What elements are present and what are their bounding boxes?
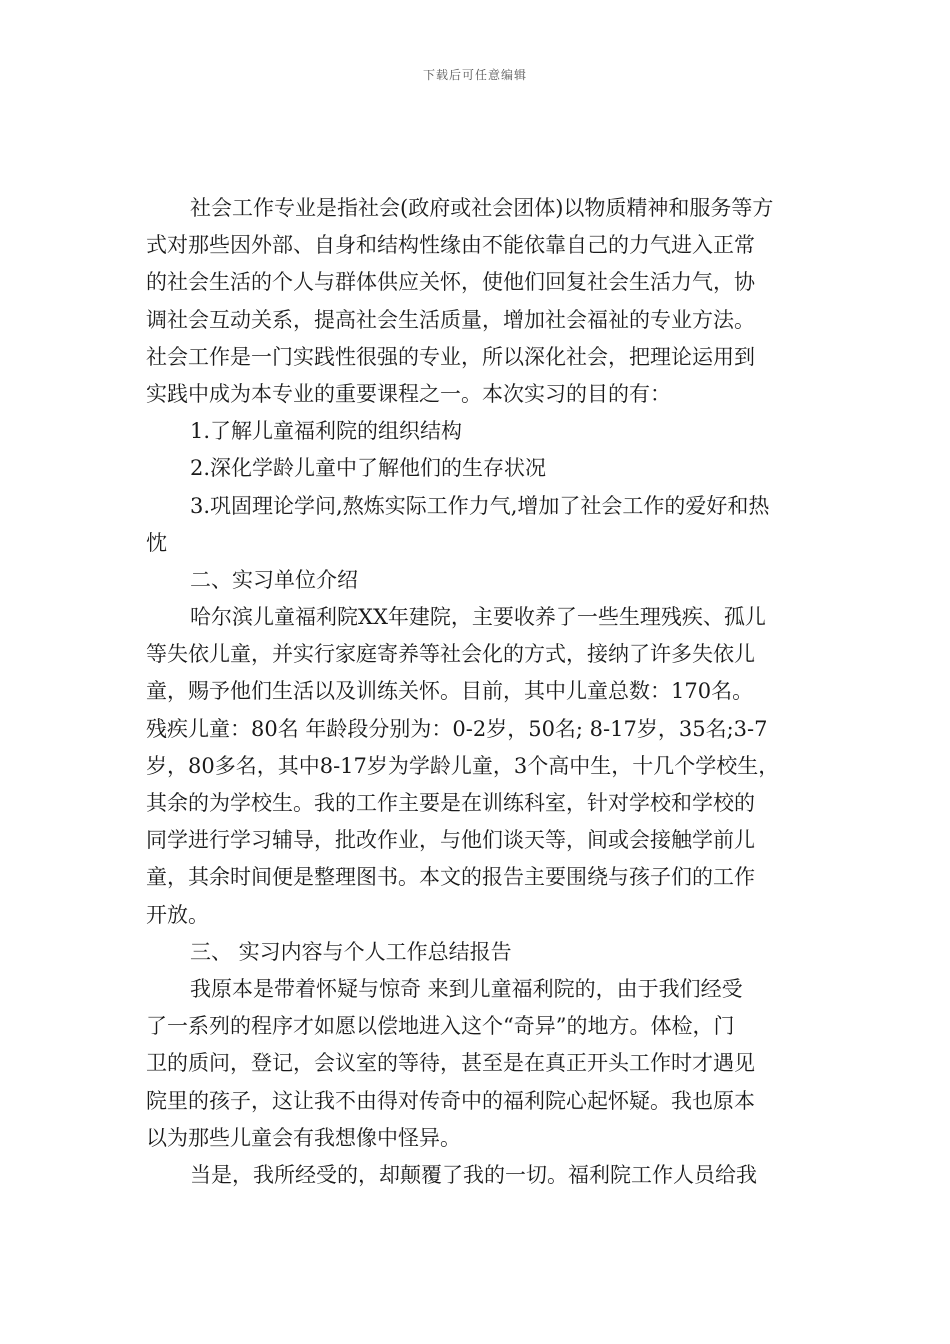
text-line: 残疾儿童：80名 年龄段分别为：0-2岁，50名; 8-17岁，35名;3-7: [146, 716, 768, 741]
text-line: 岁，80多名，其中8-17岁为学龄儿童，3个高中生，十几个学校生，: [146, 753, 780, 778]
text-line: 等失依儿童，并实行家庭寄养等社会化的方式，接纳了许多失依儿: [146, 642, 755, 667]
text-line: 童，其余时间便是整理图书。本文的报告主要围绕与孩子们的工作: [146, 865, 755, 890]
text-line: 式对那些因外部、自身和结构性缘由不能依靠自己的力气进入正常: [146, 233, 755, 258]
text-line: 社会工作是一门实践性很强的专业，所以深化社会，把理论运用到: [146, 344, 755, 369]
text-line: 开放。: [146, 902, 209, 927]
document-body: [146, 190, 816, 1194]
text-line: 卫的质问，登记，会议室的等待，甚至是在真正开头工作时才遇见: [146, 1051, 755, 1076]
text-line: 三、 实习内容与个人工作总结报告: [190, 939, 512, 964]
text-line: 社会工作专业是指社会(政府或社会团体)以物质精神和服务等方: [190, 196, 774, 220]
text-line: 当是，我所经受的，却颠覆了我的一切。福利院工作人员给我: [190, 1162, 757, 1187]
text-line: 的社会生活的个人与群体供应关怀，使他们回复社会生活力气，协: [146, 270, 755, 295]
text-line: 院里的孩子，这让我不由得对传奇中的福利院心起怀疑。我也原本: [146, 1088, 755, 1113]
text-line: 实践中成为本专业的重要课程之一。本次实习的目的有：: [146, 381, 671, 406]
text-line: 二、实习单位介绍: [190, 567, 358, 592]
text-line: 2.深化学龄儿童中了解他们的生存状况: [190, 456, 547, 481]
text-line: 以为那些儿童会有我想像中怪异。: [146, 1125, 461, 1150]
text-line: 了一系列的程序才如愿以偿地进入这个“奇异”的地方。体检，门: [146, 1014, 735, 1039]
text-line: 我原本是带着怀疑与惊奇 来到儿童福利院的，由于我们经受: [190, 976, 743, 1001]
text-line: 哈尔滨儿童福利院XX年建院，主要收养了一些生理残疾、孤儿: [190, 605, 766, 630]
text-line: 忱: [146, 530, 167, 555]
page-header: 下载后可任意编辑: [422, 68, 527, 82]
text-line: 同学进行学习辅导，批改作业，与他们谈天等，间或会接触学前儿: [146, 828, 755, 853]
text-line: 1.了解儿童福利院的组织结构: [190, 419, 463, 444]
text-line: 童，赐予他们生活以及训练关怀。目前，其中儿童总数：170名。: [146, 679, 754, 704]
text-line: 3.巩固理论学问,熬炼实际工作力气,增加了社会工作的爱好和热: [190, 493, 770, 518]
text-line: 调社会互动关系，提高社会生活质量，增加社会福祉的专业方法。: [146, 307, 755, 332]
text-line: 其余的为学校生。我的工作主要是在训练科室，针对学校和学校的: [146, 791, 755, 815]
